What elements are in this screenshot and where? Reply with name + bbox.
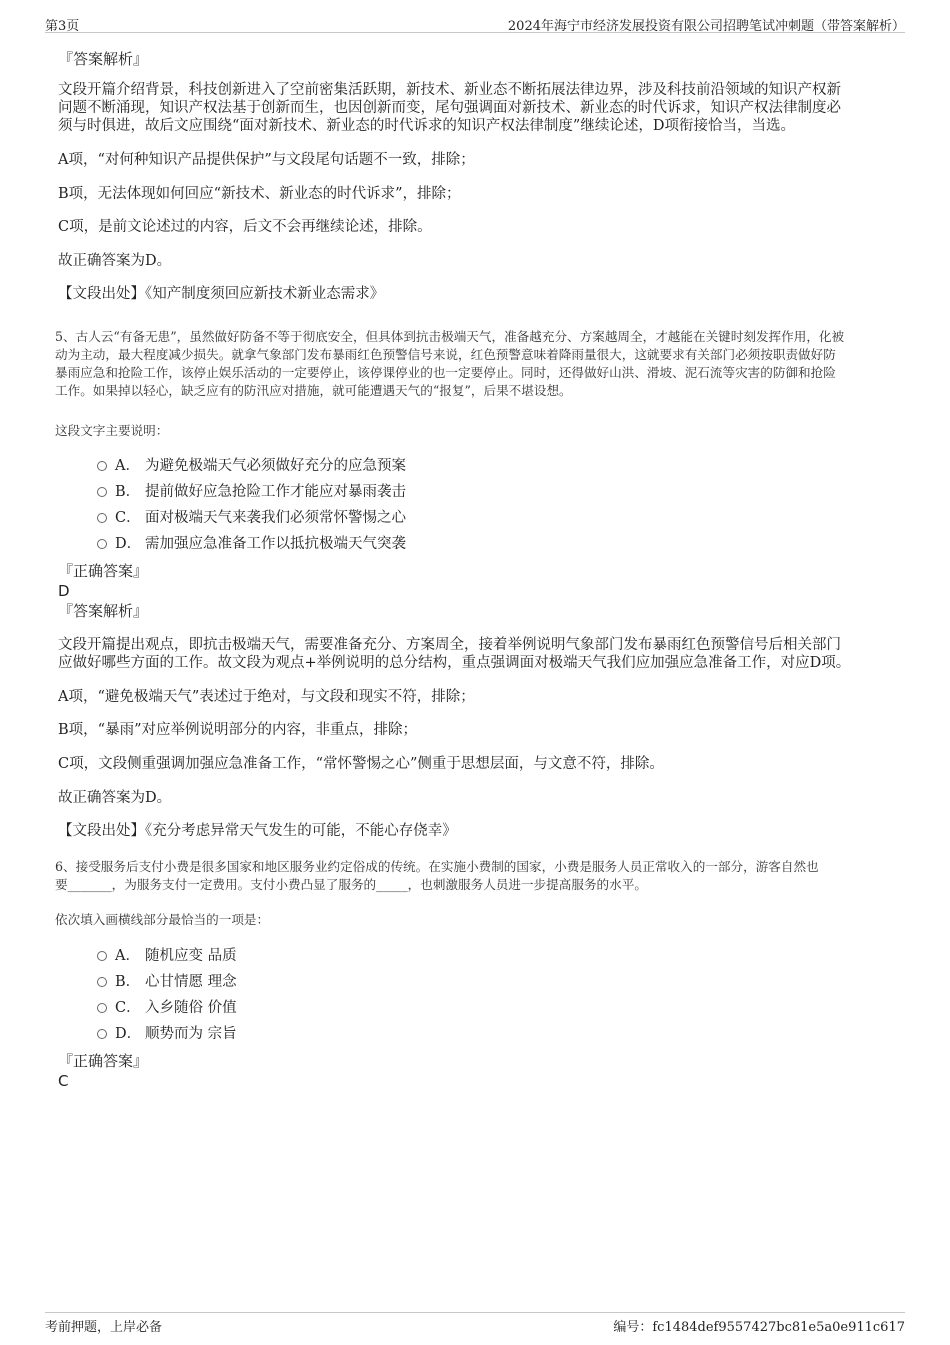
q5-source: 【文段出处】《充分考虑异常天气发生的可能，不能心存侥幸》: [58, 823, 457, 839]
q5-option-b-analysis: B项，“暴雨”对应举例说明部分的内容，非重点，排除；: [58, 722, 417, 738]
q6-option-c[interactable]: [97, 999, 237, 1017]
option-text: 入乡随俗 价值: [145, 1000, 237, 1016]
q5-option-a[interactable]: [97, 457, 406, 475]
document-id: 编号：fc1484def9557427bc81e5a0e911c617: [613, 1320, 905, 1335]
option-letter: A．: [115, 458, 140, 474]
q6-stem-line: 要_______，为服务支付一定费用。支付小费凸显了服务的_____，也刺激服务人员进一步提高服务的水平。: [55, 877, 647, 892]
option-letter: D．: [115, 536, 142, 552]
option-text: 提前做好应急抢险工作才能应对暴雨袭击: [145, 484, 406, 500]
q6-option-a[interactable]: [97, 947, 237, 965]
radio-button[interactable]: [97, 951, 107, 961]
q4-analysis-line: 文段开篇介绍背景，科技创新进入了空前密集活跃期，新技术、新业态不断拓展法律边界，涉及科技前沿领域的知识产权新: [58, 82, 841, 98]
option-letter: D．: [115, 1026, 142, 1042]
q6-option-d[interactable]: [97, 1025, 237, 1043]
q4-analysis-label: 『答案解析』: [58, 50, 149, 68]
q5-answer-label: 『正确答案』: [58, 562, 149, 580]
q6-answer-label: 『正确答案』: [58, 1052, 149, 1070]
option-text: 为避免极端天气必须做好充分的应急预案: [145, 458, 406, 474]
q5-stem: [55, 328, 844, 400]
page-footer: [45, 1312, 905, 1337]
q4-option-c-analysis: C项，是前文论述过的内容，后文不会再继续论述，排除。: [58, 219, 432, 235]
option-letter: A．: [115, 948, 140, 964]
radio-button[interactable]: [97, 487, 107, 497]
q5-prompt: 这段文字主要说明：: [55, 423, 169, 438]
q6-prompt: 依次填入画横线部分最恰当的一项是：: [55, 912, 270, 927]
page-header: [45, 12, 905, 33]
q5-stem-line: 5、古人云“有备无患”，虽然做好防备不等于彻底安全，但具体到抗击极端天气，准备越充分、方案越周全，才越能在关键时刻发挥作用，化被: [55, 329, 845, 344]
option-letter: C．: [115, 1000, 141, 1016]
option-text: 需加强应急准备工作以抵抗极端天气突袭: [145, 536, 406, 552]
option-letter: B．: [115, 974, 141, 990]
radio-button[interactable]: [97, 1029, 107, 1039]
q5-option-c-analysis: C项，文段侧重强调加强应急准备工作，“常怀警惕之心”侧重于思想层面，与文意不符，排除。: [58, 756, 664, 772]
option-text: 心甘情愿 理念: [145, 974, 237, 990]
q5-option-d[interactable]: [97, 535, 406, 553]
q4-conclusion: 故正确答案为D。: [58, 253, 172, 269]
q5-option-c[interactable]: [97, 509, 406, 527]
radio-button[interactable]: [97, 461, 107, 471]
q4-source: 【文段出处】《知产制度须回应新技术新业态需求》: [58, 286, 385, 302]
q4-analysis-line: 须与时俱进，故后文应围绕“面对新技术、新业态的时代诉求的知识产权法律制度”继续论述，D项衔接恰当，当选。: [58, 118, 795, 134]
q4-analysis-line: 问题不断涌现，知识产权法基于创新而生，也因创新而变，尾句强调面对新技术、新业态的时代诉求，知识产权法律制度必: [58, 100, 841, 116]
q5-analysis-line: 应做好哪些方面的工作。故文段为观点+举例说明的总分结构，重点强调面对极端天气我们应加强应急准备工作，对应D项。: [58, 655, 851, 671]
option-text: 面对极端天气来袭我们必须常怀警惕之心: [145, 510, 406, 526]
q5-stem-line: 动为主动，最大程度减少损失。就拿气象部门发布暴雨红色预警信号来说，红色预警意味着降雨量很大，这就要求有关部门必须按职责做好防: [55, 347, 836, 362]
q6-stem: [55, 858, 819, 894]
option-letter: C．: [115, 510, 141, 526]
radio-button[interactable]: [97, 1003, 107, 1013]
q5-option-b[interactable]: [97, 483, 406, 501]
q5-option-a-analysis: A项，“避免极端天气”表述过于绝对，与文段和现实不符，排除；: [58, 689, 475, 705]
option-text: 随机应变 品质: [145, 948, 237, 964]
q5-analysis: [58, 636, 850, 672]
page-number: 第3页: [45, 19, 80, 34]
document-title: 2024年海宁市经济发展投资有限公司招聘笔试冲刺题（带答案解析）: [507, 19, 905, 34]
radio-button[interactable]: [97, 977, 107, 987]
q6-option-b[interactable]: [97, 973, 237, 991]
radio-button[interactable]: [97, 513, 107, 523]
q4-option-b-analysis: B项，无法体现如何回应“新技术、新业态的时代诉求”，排除；: [58, 186, 461, 202]
q5-stem-line: 工作。如果掉以轻心，缺乏应有的防汛应对措施，就可能遭遇天气的“报复”，后果不堪设想。: [55, 383, 572, 398]
option-text: 顺势而为 宗旨: [145, 1026, 237, 1042]
q5-analysis-label: 『答案解析』: [58, 602, 149, 620]
q5-conclusion: 故正确答案为D。: [58, 790, 172, 806]
q6-answer: C: [58, 1072, 69, 1090]
q5-stem-line: 暴雨应急和抢险工作，该停止娱乐活动的一定要停止，该停课停业的也一定要停止。同时，还得做好山洪、滑坡、泥石流等灾害的防御和抢险: [55, 365, 836, 380]
q5-analysis-line: 文段开篇提出观点，即抗击极端天气，需要准备充分、方案周全，接着举例说明气象部门发布暴雨红色预警信号后相关部门: [58, 637, 841, 653]
radio-button[interactable]: [97, 539, 107, 549]
q6-stem-line: 6、接受服务后支付小费是很多国家和地区服务业约定俗成的传统。在实施小费制的国家，小费是服务人员正常收入的一部分，游客自然也: [55, 859, 819, 874]
q5-answer: D: [58, 582, 70, 600]
footer-slogan: 考前押题，上岸必备: [45, 1320, 163, 1335]
q4-option-a-analysis: A项，“对何种知识产品提供保护”与文段尾句话题不一致，排除；: [58, 152, 475, 168]
q4-analysis: [58, 81, 841, 135]
option-letter: B．: [115, 484, 141, 500]
